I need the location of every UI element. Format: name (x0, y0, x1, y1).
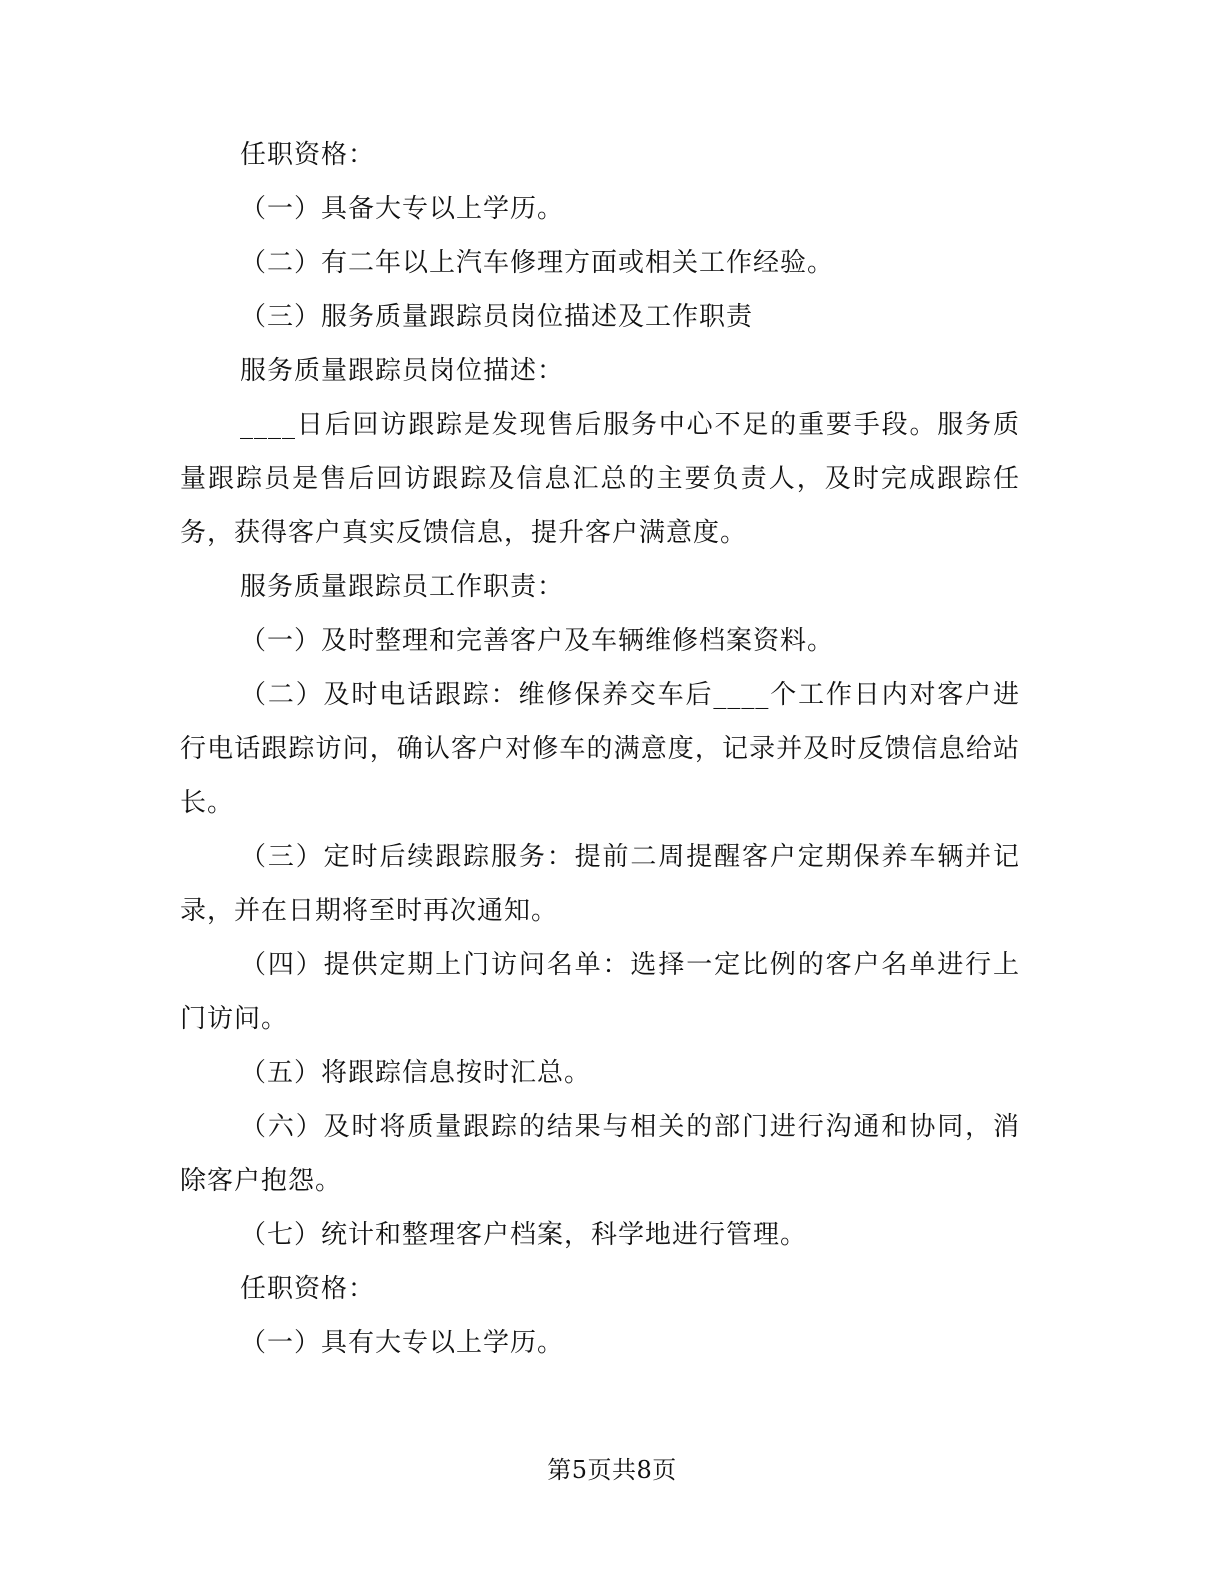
duty-item-1: （一）及时整理和完善客户及车辆维修档案资料。 (240, 626, 835, 656)
duty-item-2: （二）及时电话跟踪：维修保养交车后____个工作日内对客户进行电话跟踪访问，确认客户对修车的满意度，记录并及时反馈信息给站长。 (180, 680, 1020, 818)
document-body (180, 128, 1020, 1370)
qualification-item-1: （一）具备大专以上学历。 (240, 194, 565, 224)
qualification-item-2: （二）有二年以上汽车修理方面或相关工作经验。 (240, 248, 835, 278)
section-heading-qualifications: 任职资格： (240, 140, 376, 170)
duty-item-7: （七）统计和整理客户档案，科学地进行管理。 (240, 1220, 808, 1250)
job-description-paragraph: ____日后回访跟踪是发现售后服务中心不足的重要手段。服务质量跟踪员是售后回访跟踪及信息汇总的主要负责人，及时完成跟踪任务，获得客户真实反馈信息，提升客户满意度。 (180, 410, 1020, 548)
duty-item-3: （三）定时后续跟踪服务：提前二周提醒客户定期保养车辆并记录，并在日期将至时再次通知。 (180, 842, 1020, 926)
duty-item-4: （四）提供定期上门访问名单：选择一定比例的客户名单进行上门访问。 (180, 950, 1020, 1034)
section-heading-job-description: 服务质量跟踪员岗位描述： (240, 356, 565, 386)
duty-item-5: （五）将跟踪信息按时汇总。 (240, 1058, 592, 1088)
section-heading-qualifications-2: 任职资格： (240, 1274, 376, 1304)
duty-item-6: （六）及时将质量跟踪的结果与相关的部门进行沟通和协同，消除客户抱怨。 (180, 1112, 1020, 1196)
section-heading-duties: 服务质量跟踪员工作职责： (240, 572, 565, 602)
page-number-footer: 第5页共8页 (547, 1456, 677, 1484)
qualification-item-1b: （一）具有大专以上学历。 (240, 1328, 565, 1358)
qualification-item-3: （三）服务质量跟踪员岗位描述及工作职责 (240, 302, 754, 332)
